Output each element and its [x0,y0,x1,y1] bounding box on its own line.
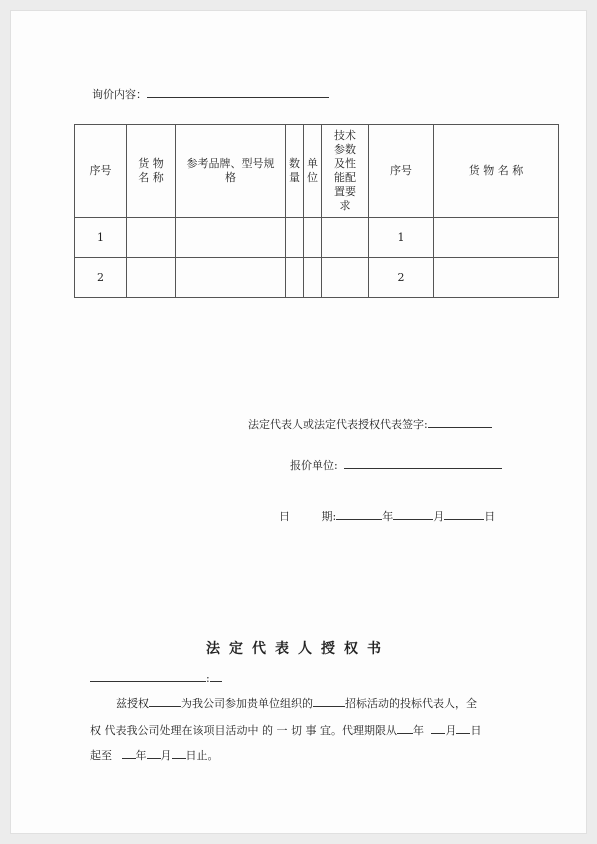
auth-text: 月 [160,749,172,762]
start-month-blank [431,732,445,734]
table-header-row [75,125,559,218]
end-month-blank [147,757,161,759]
auth-para-line-3 [90,742,219,769]
rep-signature-blank [428,426,492,428]
table-cell [304,258,322,298]
quote-unit-line [290,457,502,473]
header-cell: 技术 参数 及性 能配 置要 求 [322,125,369,218]
quote-unit-blank [344,467,502,469]
auth-para-line-2 [90,717,481,744]
table-cell: 2 [75,258,127,298]
header-cell: 货 物 名 称 [434,125,559,218]
table-cell [322,258,369,298]
rep-signature-label: 法定代表人或法定代表授权代表签字: [248,418,428,431]
end-day-blank [172,757,186,759]
header-cell: 货 物 名 称 [127,125,176,218]
table-cell [176,258,286,298]
table-row [75,218,559,258]
table-cell [286,218,304,258]
end-year-blank [122,757,136,759]
header-cell: 数 量 [286,125,304,218]
rep-signature-line [248,416,492,432]
auth-text: 权 代表我公司处理在该项目活动中 的 一 切 事 宜。代理期限从 [90,724,397,737]
project-blank [313,705,345,707]
header-cell: 序号 [75,125,127,218]
year-blank [336,518,382,520]
year-label: 年 [382,510,394,523]
agent-name-blank [149,705,181,707]
auth-text: 月 [445,724,457,737]
table-cell: 2 [369,258,434,298]
table-cell: 1 [369,218,434,258]
month-blank [393,518,433,520]
table-cell [176,218,286,258]
table-cell [434,258,559,298]
inquiry-label: 询价内容： [92,88,147,101]
start-year-blank [397,732,413,734]
auth-text: 为我公司参加贵单位组织的 [181,697,313,710]
header-cell: 单 位 [304,125,322,218]
auth-text: 年 [135,749,147,762]
table-cell: 1 [75,218,127,258]
salutation-tail [210,680,222,682]
table-cell [127,218,176,258]
table-row [75,258,559,298]
auth-para-line-1 [116,690,477,717]
start-day-blank [456,732,470,734]
auth-text: 日 [470,724,482,737]
inquiry-blank [147,96,329,98]
day-blank [444,518,484,520]
auth-text: 兹授权 [116,697,149,710]
day-label: 日 [484,510,496,523]
table-cell [434,218,559,258]
auth-text: 起至 [90,749,112,762]
quote-table [74,124,559,298]
header-cell: 序号 [369,125,434,218]
date-label: 日 期: [279,510,337,523]
table-cell [286,258,304,298]
date-line [272,495,495,524]
auth-text: 年 [412,724,424,737]
month-label: 月 [433,510,445,523]
table-cell [304,218,322,258]
salutation-colon: : [206,672,210,685]
inquiry-line [92,86,329,102]
table-cell [322,218,369,258]
salutation-line [90,672,222,685]
quote-unit-label: 报价单位: [290,459,338,472]
auth-text: 招标活动的投标代表人，全 [345,697,477,710]
table-cell [127,258,176,298]
salutation-blank [90,680,206,682]
authorization-title: 法定代表人授权书 [206,641,390,657]
header-cell: 参考品牌、型号规 格 [176,125,286,218]
auth-text: 日止。 [185,749,219,762]
